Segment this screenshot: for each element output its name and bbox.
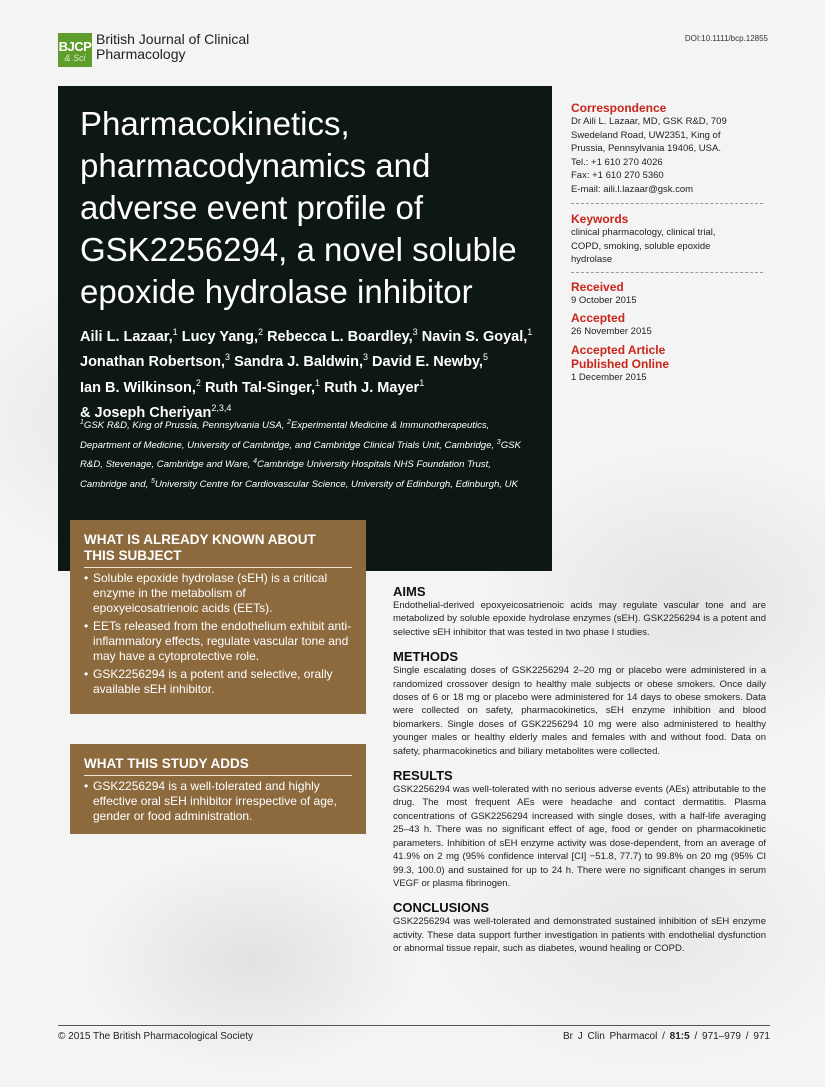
affiliation: Experimental Medicine & Immunotherapeutics, Department of Medicine, University of Cambridge, and Cambridge Clinical Trials Unit, Cambridge, [80,420,497,451]
published-label: Published Online [571,356,670,371]
known-item: • EETs released from the endothelium exhibit anti-inflammatory effects, regulate vascular tone and may have a cytoprotective role. [84,619,352,664]
affil-sup: 2 [287,419,291,426]
affil-sup: 1 [80,419,84,426]
author-sup: 1 [527,327,533,337]
affiliation: GSK R&D, King of Prussia, Pennsylvania USA, [83,420,288,432]
published-date: 1 December 2015 [571,371,647,383]
article-title: Pharmacokinetics, pharmacodynamics and adverse event profile of GSK2256294, a novel soluble epoxide hydrolase inhibitor [80,105,517,310]
author-sup: 3 [225,352,231,363]
author: Ruth J. Mayer [324,379,420,396]
journal-name: British Journal of Clinical Pharmacology [96,31,250,62]
correspondence-line: Prussia, Pennsylvania 19406, USA. [571,143,721,154]
keywords-line: hydrolase [571,254,613,265]
conclusions-text: GSK2256294 was well-tolerated and demonstrated sustained inhibition of sEH enzyme activity. These data support further investigation in patients with endothelial dysfunction or abnormal tissue repair, such as diabetes, wound healing or COPD. [393,916,766,955]
logo-text: BJCP [58,39,92,54]
received-label: Received [571,279,624,294]
footer-rule [58,1025,770,1026]
affiliation: University Centre for Cardiovascular Science, University of Edinburgh, Edinburgh, UK [154,479,518,491]
keywords-label: Keywords [571,212,629,226]
box-rule [84,775,352,776]
known-heading: WHAT IS ALREADY KNOWN ABOUT [84,532,316,547]
box-rule [84,567,352,568]
affiliation: Cambridge University Hospitals NHS Foundation Trust, Cambridge and, [80,459,491,491]
author-sup: 1 [315,377,321,388]
keywords-line: clinical pharmacology, clinical trial, [571,227,716,238]
divider [571,272,763,273]
aims-text: Endothelial-derived epoxyeicosatrienoic acids may regulate vascular tone and are metabolized by soluble epoxide hydrolase enzymes (sEH). GSK2256294 is a potent and selective sEH inhibitor that was tested in two phase I studies. [393,600,766,638]
methods-text: Single escalating doses of GSK2256294 2–20 mg or placebo were administered in a randomized crossover design to healthy male subjects or obese smokers. Once daily doses of 6 or 18 mg or placebo were administered for 14 days to obese smokers. Data were collected on safety, pharmacokinetics, sEH enzyme inhibition and blood biomarkers. Single doses of GSK2256294 10 mg were also administered to healthy younger males or healthy elderly males and females with and without food. Data on safety, pharmacokinetics and biliary metabolites were collected. [393,665,766,757]
conclusions-heading: CONCLUSIONS [393,900,490,916]
author: David E. Newby, [372,354,483,371]
author: Ian B. Wilkinson, [80,379,196,396]
accepted-label: Accepted [571,311,626,325]
author-sup: 1 [172,327,178,337]
correspondence-email[interactable]: E-mail: aili.l.lazaar@gsk.com [571,183,694,195]
known-item: • Soluble epoxide hydrolase (sEH) is a critical enzyme in the metabolism of epoxyeicosatrienoic acids (EETs). [84,571,352,616]
received-date: 9 October 2015 [571,294,637,306]
author-sup: 1 [419,377,425,388]
separator: / [694,1031,698,1042]
correspondence-line: Dr Aili L. Lazaar, MD, GSK R&D, 709 [571,116,727,127]
published-label: Accepted Article [571,342,666,357]
author-sup: 3 [412,327,418,337]
known-heading: THIS SUBJECT [84,548,182,563]
divider [571,203,763,204]
accepted-date: 26 November 2015 [571,326,652,337]
correspondence-line: Swedeland Road, UW2351, King of [571,129,721,141]
known-list [70,571,366,697]
known-item: • GSK2256294 is a potent and selective, orally available sEH inhibitor. [84,667,352,697]
affil-sup: 3 [496,438,501,446]
author-sup: 2 [258,327,264,337]
author: Lucy Yang, [181,328,259,345]
sidebar [571,101,771,384]
author-list [80,322,550,423]
separator: / [745,1031,749,1042]
affiliation: GSK R&D, Stevenage, Cambridge and Ware, [80,439,521,471]
author: Jonathan Robertson, [80,354,226,371]
abstract [393,584,766,956]
methods-heading: METHODS [393,649,458,665]
author: Aili L. Lazaar, [80,328,173,345]
keywords-line: COPD, smoking, soluble epoxide [571,240,711,252]
journal-logo [58,33,92,67]
author-sup: 3 [362,352,368,363]
known-box [70,520,366,714]
doi[interactable]: DOI:10.1111/bcp.12855 [684,34,768,43]
adds-list [70,779,366,824]
aims-heading: AIMS [393,584,426,599]
results-text: GSK2256294 was well-tolerated with no serious adverse events (AEs) attributable to the drug. The most frequent AEs were headache and contact dermatitis. Plasma concentrations of GSK2256294 increased with single doses, with a half-life averaging 25–43 h. There was no significant effect of age, food or gender on pharmacokinetic parameters. Inhibition of sEH enzyme activity was dose-dependent, from an average of 41.9% on 2 mg (95% confidence interval [CI] −51.8, 77.7) to 99.8% on 20 mg (95% CI 99.3, 100.0) and sustained for up to 24 h. There were no significant changes in serum VEGF or plasma fibrinogen. [393,784,766,889]
citation [480,1031,770,1042]
journal-abbrev: Br J Clin Pharmacol [562,1031,658,1042]
correspondence-label: Correspondence [571,101,667,115]
separator: / [662,1031,665,1042]
affil-sup: 5 [150,478,155,486]
correspondence-tel: Tel.: +1 610 270 4026 [571,156,663,168]
correspondence-fax: Fax: +1 610 270 5360 [571,170,664,181]
results-heading: RESULTS [393,768,453,784]
volume: 81:5 [669,1031,690,1042]
author-sup: 2 [195,377,201,388]
adds-item: • GSK2256294 is a well-tolerated and highly effective oral sEH inhibitor irrespective of age, gender or food administration. [84,779,352,824]
page-range: 971–979 [702,1031,741,1042]
author-sup: 5 [482,352,488,363]
author: Rebecca L. Boardley, [267,328,413,345]
author-sup: 2,3,4 [211,402,232,413]
logo-subtext: & Sci [64,53,86,63]
author: & Joseph Cheriyan [80,404,212,421]
adds-heading: WHAT THIS STUDY ADDS [84,756,249,771]
copyright: © 2015 The British Pharmacological Society [58,1031,254,1042]
affiliations [80,415,540,494]
affil-sup: 4 [253,458,258,466]
page-number: 971 [753,1031,770,1042]
author: Sandra J. Baldwin, [234,354,363,371]
author: Navin S. Goyal, [421,328,528,345]
adds-box [70,744,366,834]
author: Ruth Tal-Singer, [204,379,316,396]
